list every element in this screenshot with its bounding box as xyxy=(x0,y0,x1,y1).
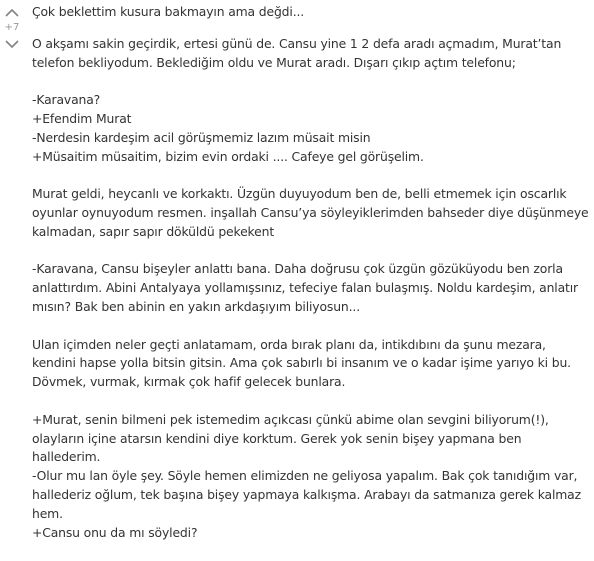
entry-line: Murat geldi, heycanlı ve korkaktı. Üzgün duyuyodum ben de, belli etmemek için oscarlık xyxy=(32,186,567,202)
downvote-button[interactable] xyxy=(0,34,24,54)
entry-paragraph xyxy=(32,260,590,316)
entry-paragraph xyxy=(32,91,590,166)
entry-line: Ulan içimden neler geçti anlatamam, orda bırak planı da, intikdıbını da şunu mezara, xyxy=(32,336,546,352)
entry-line: olayların içine atarsın kendini diye korktum. Gerek yok senin bişey yapmana ben xyxy=(32,430,522,446)
chevron-down-icon xyxy=(5,40,19,49)
entry-line: hem. xyxy=(32,505,63,521)
entry-line: -Olur mu lan öyle şey. Söyle hemen elimizden ne geliyosa yapalım. Bak çok tanıdığım var, xyxy=(32,468,578,484)
entry-line: hallederiz oğlum, tek başına bişey yapmaya kalkışma. Arabayı da satmanıza gerek kalmaz xyxy=(32,486,581,502)
vote-count: +7 xyxy=(4,22,20,33)
entry-line: -Karavana? xyxy=(32,92,101,108)
chevron-up-icon xyxy=(5,8,19,17)
entry-paragraph xyxy=(32,336,590,392)
upvote-button[interactable] xyxy=(0,2,24,22)
entry-line: hallederim. xyxy=(32,449,101,465)
entry-paragraph xyxy=(32,411,590,543)
entry-line: kendini hapse yolla bitsin gitsin. Ama çok sabırlı bi insanım ve o kadar işime yarıyo ki bu. xyxy=(32,355,571,371)
entry-line: kalmadan, sapır sapır döküldü pekekent xyxy=(32,223,275,239)
entry-line: +Efendim Murat xyxy=(32,110,132,126)
entry-paragraph xyxy=(32,35,590,73)
entry-line: anlattırdım. Abini Antalyaya yollamışsınız, tefeciye falan bulaşmış. Noldu kardeşim, anlatır xyxy=(32,280,578,296)
entry-content xyxy=(32,3,590,561)
entry-paragraph xyxy=(32,185,590,241)
entry-line: telefon bekliyodum. Beklediğim oldu ve Murat aradı. Dışarı çıkıp açtım telefonu; xyxy=(32,54,516,70)
entry-line: Dövmek, vurmak, kırmak çok hafif gelecek bunlara. xyxy=(32,374,346,390)
entry-line: oyunlar oynuyodum resmen. inşallah Cansu’ya söyleyiklerimden bahseder diye düşünmeye xyxy=(32,204,589,220)
vote-column xyxy=(0,0,24,54)
entry-line: +Murat, senin bilmeni pek istemedim açıkcası çünkü abime olan sevgini biliyorum(!), xyxy=(32,411,549,427)
entry-line: Çok beklettim kusura bakmayın ama değdi... xyxy=(32,4,305,19)
entry-line: mısın? Bak ben abinin en yakın arkdaşıyım biliyosun... xyxy=(32,298,360,314)
entry-line: +Müsaitim müsaitim, bizim evin ordaki .... Cafeye gel görüşelim. xyxy=(32,148,424,164)
entry-line: -Nerdesin kardeşim acil görüşmemiz lazım müsait misin xyxy=(32,129,371,145)
entry-line: +Cansu onu da mı söyledi? xyxy=(32,524,198,540)
entry-line: O akşamı sakin geçirdik, ertesi günü de. Cansu yine 1 2 defa aradı açmadım, Murat’tan xyxy=(32,35,562,51)
entry-paragraph xyxy=(32,3,590,22)
entry-line: -Karavana, Cansu bişeyler anlattı bana. Daha doğrusu çok üzgün gözüküyodu ben zorla xyxy=(32,261,563,277)
